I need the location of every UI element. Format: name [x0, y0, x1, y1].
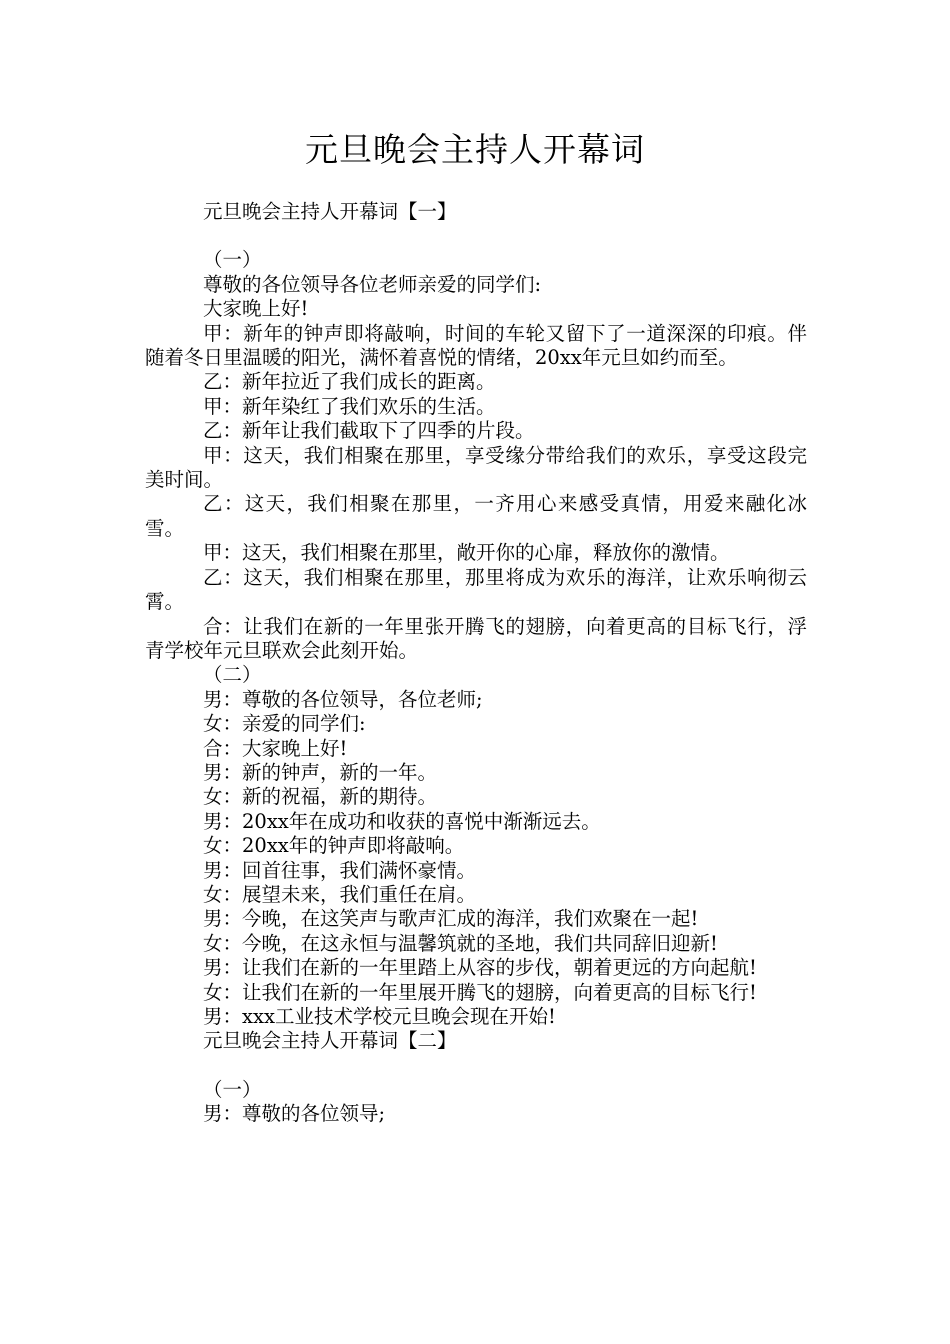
document-title: 元旦晚会主持人开幕词: [305, 130, 645, 169]
paragraph: 女：亲爱的同学们:: [203, 712, 366, 736]
paragraph: 男：回首往事，我们满怀豪情。: [203, 858, 477, 882]
section-heading: 元旦晚会主持人开幕词【二】: [203, 1029, 457, 1053]
section-heading: 元旦晚会主持人开幕词【一】: [203, 200, 457, 223]
part-label: （二）: [203, 663, 262, 687]
paragraph: 男：尊敬的各位领导，各位老师;: [203, 687, 483, 711]
paragraph: 甲：这天，我们相聚在那里，敞开你的心扉，释放你的激情。: [203, 541, 730, 565]
paragraph: 甲：新年的钟声即将敲响，时间的车轮又留下了一道深深的印痕。伴随着冬日里温暖的阳光，满怀着喜悦的情绪，20xx年元旦如约而至。: [145, 321, 807, 370]
paragraph: 合：让我们在新的一年里张开腾飞的翅膀，向着更高的目标飞行，浮青学校年元旦联欢会此刻开始。: [145, 614, 807, 662]
paragraph: 女：今晚，在这永恒与温馨筑就的圣地，我们共同辞旧迎新!: [203, 931, 718, 955]
paragraph: 男：xxx工业技术学校元旦晚会现在开始!: [203, 1005, 556, 1028]
paragraph: 女：20xx年的钟声即将敲响。: [203, 834, 465, 858]
paragraph: 男：尊敬的各位领导;: [203, 1102, 386, 1126]
paragraph: 男：新的钟声，新的一年。: [203, 760, 438, 784]
paragraph: 甲：这天，我们相聚在那里，享受缘分带给我们的欢乐，享受这段完美时间。: [145, 443, 807, 492]
paragraph: 男：20xx年在成功和收获的喜悦中渐渐远去。: [203, 809, 601, 833]
paragraph: 男：让我们在新的一年里踏上从容的步伐，朝着更远的方向起航!: [203, 956, 757, 980]
paragraph: 合：大家晚上好!: [203, 736, 348, 760]
paragraph: 尊敬的各位领导各位老师亲爱的同学们:: [203, 272, 542, 296]
paragraph: 甲：新年染红了我们欢乐的生活。: [203, 394, 496, 418]
paragraph: 乙：这天，我们相聚在那里，一齐用心来感受真情，用爱来融化冰雪。: [145, 492, 807, 540]
paragraph: 乙：这天，我们相聚在那里，那里将成为欢乐的海洋，让欢乐响彻云霄。: [145, 565, 807, 614]
part-label: （一）: [203, 1077, 262, 1101]
paragraph: 女：展望未来，我们重任在肩。: [203, 882, 477, 906]
paragraph: 大家晚上好!: [203, 297, 309, 321]
paragraph: 乙：新年让我们截取下了四季的片段。: [203, 419, 535, 443]
part-label: （一）: [203, 248, 262, 272]
paragraph: 乙：新年拉近了我们成长的距离。: [203, 370, 496, 394]
paragraph: 男：今晚，在这笑声与歌声汇成的海洋，我们欢聚在一起!: [203, 907, 699, 931]
paragraph: 女：新的祝福，新的期待。: [203, 785, 438, 809]
document-body: [145, 198, 807, 1127]
paragraph: 女：让我们在新的一年里展开腾飞的翅膀，向着更高的目标飞行!: [203, 980, 757, 1004]
